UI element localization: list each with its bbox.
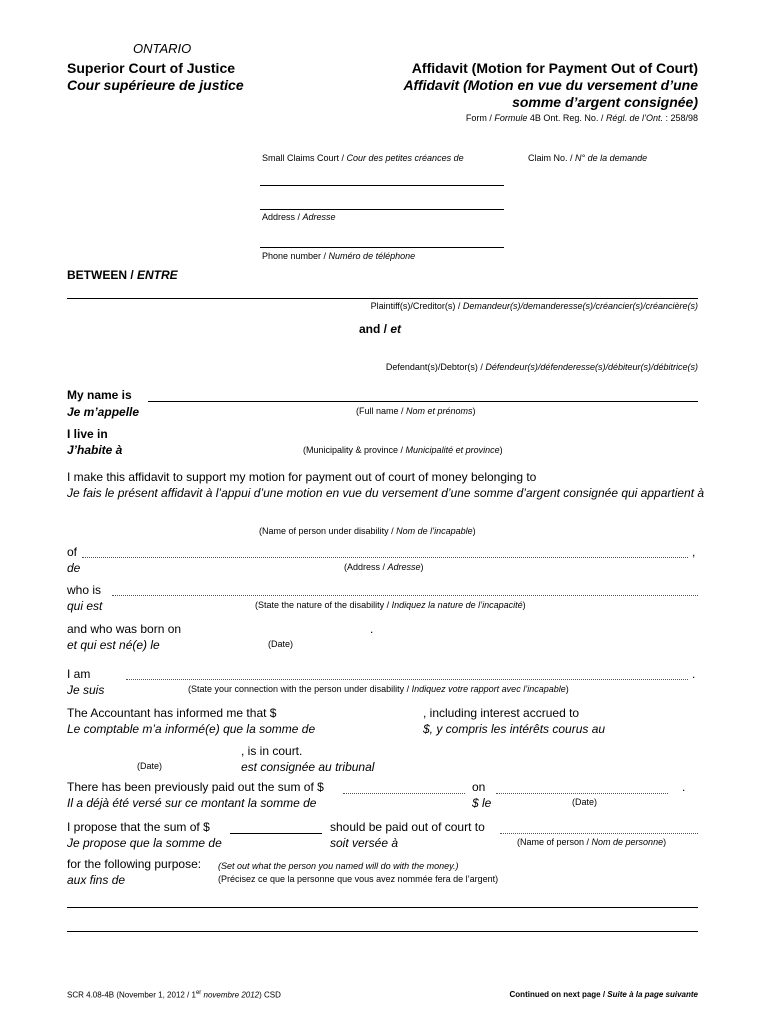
- interest-date-hint: (Date): [137, 761, 163, 771]
- accountant-label-fr: Le comptable m’a informé(e) que la somme de: [67, 722, 316, 736]
- born-on-label-fr: et qui est né(e) le: [67, 638, 160, 652]
- address-of-person-hint: (Address / Adresse): [344, 562, 424, 572]
- interest-label-fr: $, y compris les intérêts courus au: [423, 722, 606, 736]
- interest-label-en: , including interest accrued to: [423, 706, 580, 720]
- continued-next-page: Continued on next page / Suite à la page suivante: [509, 990, 698, 999]
- previously-paid-label-fr: Il a déjà été versé sur ce montant la somme de: [67, 796, 317, 810]
- defendant-label: Defendant(s)/Debtor(s) / Défendeur(s)/défenderesse(s)/débiteur(s)/débitrice(s): [385, 362, 698, 372]
- in-court-label-fr: est consignée au tribunal: [241, 760, 375, 774]
- claim-number-label: Claim No. / N° de la demande: [528, 153, 648, 163]
- born-on-label-en: and who was born on: [67, 622, 182, 636]
- my-name-label-fr: Je m’appelle: [67, 405, 140, 419]
- connection-hint: (State your connection with the person under disability / Indiquez votre rapport avec l’incapable): [188, 684, 569, 694]
- support-statement-fr: Je fais le présent affidavit à l’appui d’une motion en vue du versement d’une somme d’argent consignée qui appartient à: [67, 486, 705, 500]
- plaintiff-label: Plaintiff(s)/Creditor(s) / Demandeur(s)/demanderesse(s)/créancier(s)/créancière(s): [370, 301, 698, 311]
- birth-date-hint: (Date): [268, 639, 294, 649]
- in-court-label-en: , is in court.: [241, 744, 303, 758]
- proposed-amount-field[interactable]: [230, 833, 322, 834]
- form-code: SCR 4.08-4B (November 1, 2012 / 1er novembre 2012) CSD: [67, 990, 281, 1000]
- previously-paid-date-hint: (Date): [572, 797, 598, 807]
- who-is-label-en: who is: [67, 583, 102, 597]
- province-label: ONTARIO: [133, 41, 192, 56]
- connection-field[interactable]: [126, 679, 688, 680]
- address-label: Address / Adresse: [262, 212, 336, 222]
- purpose-line-2[interactable]: [67, 931, 698, 932]
- form-title-line3: somme d’argent consignée): [512, 94, 698, 110]
- live-in-label-fr: J’habite à: [67, 443, 123, 457]
- purpose-hint-fr: (Précisez ce que la personne que vous avez nommée fera de l’argent): [218, 874, 499, 884]
- court-location-field[interactable]: [260, 185, 504, 186]
- purpose-label-fr: aux fins de: [67, 873, 126, 887]
- paid-out-to-label-fr: soit versée à: [330, 836, 399, 850]
- accountant-label-en: The Accountant has informed me that $: [67, 706, 277, 720]
- interest-date-field[interactable]: [67, 742, 239, 758]
- municipality-field[interactable]: [148, 425, 698, 441]
- previously-paid-date-field[interactable]: [496, 793, 668, 794]
- person-under-disability-field[interactable]: [67, 505, 698, 521]
- payee-name-field[interactable]: [500, 833, 698, 834]
- form-title-line1: Affidavit (Motion for Payment Out of Court): [411, 60, 698, 76]
- purpose-hint-en: (Set out what the person you named will do with the money.): [218, 861, 459, 871]
- my-name-label-en: My name is: [67, 388, 132, 402]
- court-name-en: Superior Court of Justice: [67, 60, 236, 76]
- of-label-fr: de: [67, 561, 81, 575]
- support-statement-en: I make this affidavit to support my motion for payment out of court of money belonging to: [67, 470, 537, 484]
- form-reference: Form / Formule 4B Ont. Reg. No. / Régl. de l’Ont. : 258/98: [465, 113, 698, 123]
- full-name-field[interactable]: [148, 401, 698, 402]
- birth-date-field[interactable]: [210, 620, 370, 636]
- previously-paid-label-en: There has been previously paid out the sum of $: [67, 780, 324, 794]
- between-label: BETWEEN / ENTRE: [67, 268, 178, 282]
- full-name-hint: (Full name / Nom et prénoms): [356, 406, 476, 416]
- i-am-label-fr: Je suis: [67, 683, 105, 697]
- plaintiff-field[interactable]: [67, 298, 698, 299]
- person-under-disability-hint: (Name of person under disability / Nom de l’incapable): [259, 526, 476, 536]
- small-claims-court-label: Small Claims Court / Cour des petites créances de: [262, 153, 464, 163]
- form-title-line2: Affidavit (Motion en vue du versement d’une: [403, 77, 698, 93]
- address-of-person-field[interactable]: [82, 557, 688, 558]
- disability-nature-field[interactable]: [112, 595, 698, 596]
- purpose-line-1[interactable]: [67, 907, 698, 908]
- propose-label-fr: Je propose que la somme de: [67, 836, 222, 850]
- payee-name-hint: (Name of person / Nom de personne): [517, 837, 667, 847]
- accountant-amount-field[interactable]: [295, 704, 420, 720]
- on-label-fr: $ le: [472, 796, 492, 810]
- on-label-en: on: [472, 780, 486, 794]
- municipality-hint: (Municipality & province / Municipalité et province): [303, 445, 503, 455]
- live-in-label-en: I live in: [67, 427, 108, 441]
- disability-nature-hint: (State the nature of the disability / Indiquez la nature de l’incapacité): [255, 600, 526, 610]
- and-label: and / et: [359, 322, 402, 336]
- phone-label: Phone number / Numéro de téléphone: [262, 251, 416, 261]
- of-label-en: of: [67, 545, 78, 559]
- paid-out-to-label-en: should be paid out of court to: [330, 820, 485, 834]
- phone-field[interactable]: [260, 247, 504, 248]
- who-is-label-fr: qui est: [67, 599, 103, 613]
- purpose-label-en: for the following purpose:: [67, 857, 202, 871]
- address-field[interactable]: [260, 209, 504, 210]
- previously-paid-amount-field[interactable]: [343, 793, 465, 794]
- court-name-fr: Cour supérieure de justice: [67, 77, 244, 93]
- i-am-label-en: I am: [67, 667, 91, 681]
- propose-label-en: I propose that the sum of $: [67, 820, 210, 834]
